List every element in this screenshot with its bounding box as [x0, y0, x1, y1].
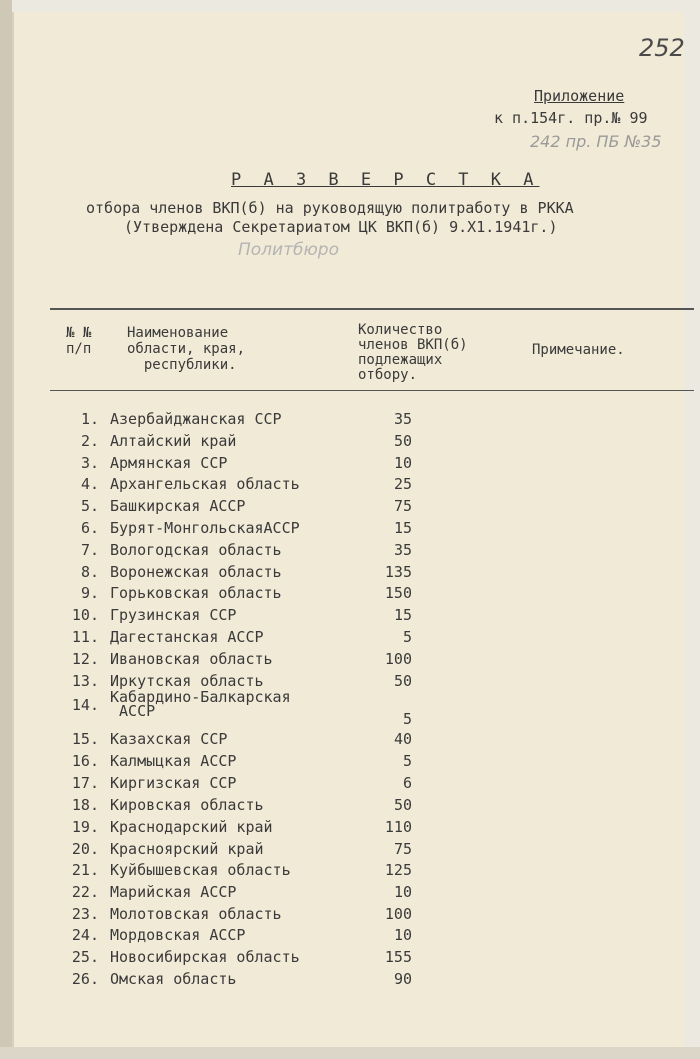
row-region-name: Бурят-МонгольскаяАССР — [110, 519, 300, 537]
header-quantity: Количество членов ВКП(б) подлежащих отбору. — [358, 322, 468, 383]
table-row — [14, 497, 684, 519]
row-quantity: 75 — [393, 497, 412, 515]
row-number: 2. — [80, 432, 99, 450]
row-number: 14. — [71, 696, 99, 714]
row-number: 22. — [71, 883, 99, 901]
row-region-name: Киргизская ССР — [110, 774, 237, 792]
table-row — [14, 628, 684, 650]
row-number: 25. — [71, 948, 99, 966]
row-quantity: 135 — [384, 563, 412, 581]
row-number: 13. — [71, 672, 99, 690]
table-header-rule — [50, 390, 694, 391]
row-quantity: 125 — [384, 861, 412, 879]
row-quantity: 100 — [384, 905, 412, 923]
table-row — [14, 563, 684, 585]
row-quantity: 50 — [393, 672, 412, 690]
row-quantity: 6 — [402, 774, 412, 792]
row-number: 4. — [80, 475, 99, 493]
row-region-name: Алтайский край — [110, 432, 237, 450]
row-number: 6. — [80, 519, 99, 537]
row-quantity: 25 — [393, 475, 412, 493]
row-region-name: Ивановская область — [110, 650, 273, 668]
row-quantity: 15 — [393, 606, 412, 624]
row-number: 17. — [71, 774, 99, 792]
row-number: 5. — [80, 497, 99, 515]
row-region-name: Горьковская область — [110, 584, 282, 602]
table-row — [14, 650, 684, 672]
row-region-name: Армянская ССР — [110, 454, 228, 472]
row-region-name: Азербайджанская ССР — [110, 410, 282, 428]
row-region-name: Молотовская область — [110, 905, 282, 923]
document-title: Р А З В Е Р С Т К А — [231, 170, 540, 190]
table-row — [14, 840, 684, 862]
row-region-name: Архангельская область — [110, 475, 300, 493]
row-number: 19. — [71, 818, 99, 836]
appendix-reference: к п.154г. пр.№ 99 — [494, 109, 648, 127]
table-row — [14, 541, 684, 563]
document-subtitle: отбора членов ВКП(б) на руководящую политработу в РККА — [86, 199, 574, 217]
row-quantity: 40 — [393, 730, 412, 748]
row-quantity: 90 — [393, 970, 412, 988]
row-region-name: Вологодская область — [110, 541, 282, 559]
row-number: 9. — [80, 584, 99, 602]
row-quantity: 35 — [393, 541, 412, 559]
row-region-name: Краснодарский край — [110, 818, 273, 836]
header-region-name: Наименование области, края, республики. — [127, 325, 246, 373]
row-number: 3. — [80, 454, 99, 472]
row-number: 7. — [80, 541, 99, 559]
row-number: 12. — [71, 650, 99, 668]
row-region-name: Грузинская ССР — [110, 606, 237, 624]
document-sheet — [12, 12, 684, 1047]
row-quantity: 150 — [384, 584, 412, 602]
table-row — [14, 970, 684, 992]
row-quantity: 5 — [402, 752, 412, 770]
table-row — [14, 519, 684, 541]
row-region-name: Мордовская АССР — [110, 926, 246, 944]
row-region-name: Воронежская область — [110, 563, 282, 581]
handwritten-politburo-note: Политбюро — [238, 240, 339, 260]
row-quantity: 5 — [402, 628, 412, 646]
row-region-name: Новосибирская область — [110, 948, 300, 966]
row-number: 15. — [71, 730, 99, 748]
header-note: Примечание. — [532, 342, 625, 358]
row-number: 1. — [80, 410, 99, 428]
table-row — [14, 688, 684, 728]
archive-frame-edge — [0, 0, 12, 1059]
row-number: 20. — [71, 840, 99, 858]
table-row — [14, 432, 684, 454]
table-row — [14, 475, 684, 497]
table-row — [14, 410, 684, 432]
row-quantity: 10 — [393, 454, 412, 472]
row-region-name: Дагестанская АССР — [110, 628, 264, 646]
row-quantity: 50 — [393, 796, 412, 814]
table-row — [14, 883, 684, 905]
archive-frame-bottom — [0, 1047, 700, 1059]
row-quantity: 5 — [402, 710, 412, 728]
row-quantity: 100 — [384, 650, 412, 668]
table-row — [14, 948, 684, 970]
row-region-name: Марийская АССР — [110, 883, 237, 901]
table-row — [14, 454, 684, 476]
row-region-name: Башкирская АССР — [110, 497, 246, 515]
row-number: 21. — [71, 861, 99, 879]
row-quantity: 15 — [393, 519, 412, 537]
row-quantity: 10 — [393, 883, 412, 901]
table-row — [14, 584, 684, 606]
row-region-name: Кировская область — [110, 796, 264, 814]
table-row — [14, 606, 684, 628]
row-number: 24. — [71, 926, 99, 944]
table-row — [14, 730, 684, 752]
page-number: 252 — [639, 34, 685, 62]
table-row — [14, 774, 684, 796]
row-number: 11. — [71, 628, 99, 646]
row-number: 18. — [71, 796, 99, 814]
table-row — [14, 926, 684, 948]
row-number: 8. — [80, 563, 99, 581]
row-region-name: Кабардино-Балкарская АССР — [110, 688, 291, 720]
header-number: № № п/п — [66, 325, 92, 357]
handwritten-protocol-note: 242 пр. ПБ №35 — [530, 132, 662, 151]
row-quantity: 75 — [393, 840, 412, 858]
row-number: 23. — [71, 905, 99, 923]
row-quantity: 155 — [384, 948, 412, 966]
row-number: 16. — [71, 752, 99, 770]
row-region-name: Калмыцкая АССР — [110, 752, 237, 770]
row-region-name: Красноярский край — [110, 840, 264, 858]
row-region-name: Омская область — [110, 970, 237, 988]
table-row — [14, 861, 684, 883]
row-quantity: 35 — [393, 410, 412, 428]
table-top-rule — [50, 308, 694, 310]
table-row — [14, 752, 684, 774]
appendix-label: Приложение — [534, 87, 625, 105]
row-quantity: 110 — [384, 818, 412, 836]
row-region-name: Куйбышевская область — [110, 861, 291, 879]
row-region-name: Иркутская область — [110, 672, 264, 690]
row-number: 26. — [71, 970, 99, 988]
approval-line: (Утверждена Секретариатом ЦК ВКП(б) 9.Х1.1941г.) — [124, 218, 558, 236]
row-quantity: 10 — [393, 926, 412, 944]
table-row — [14, 905, 684, 927]
row-quantity: 50 — [393, 432, 412, 450]
table-row — [14, 796, 684, 818]
row-region-name: Казахская ССР — [110, 730, 228, 748]
row-number: 10. — [71, 606, 99, 624]
table-row — [14, 818, 684, 840]
